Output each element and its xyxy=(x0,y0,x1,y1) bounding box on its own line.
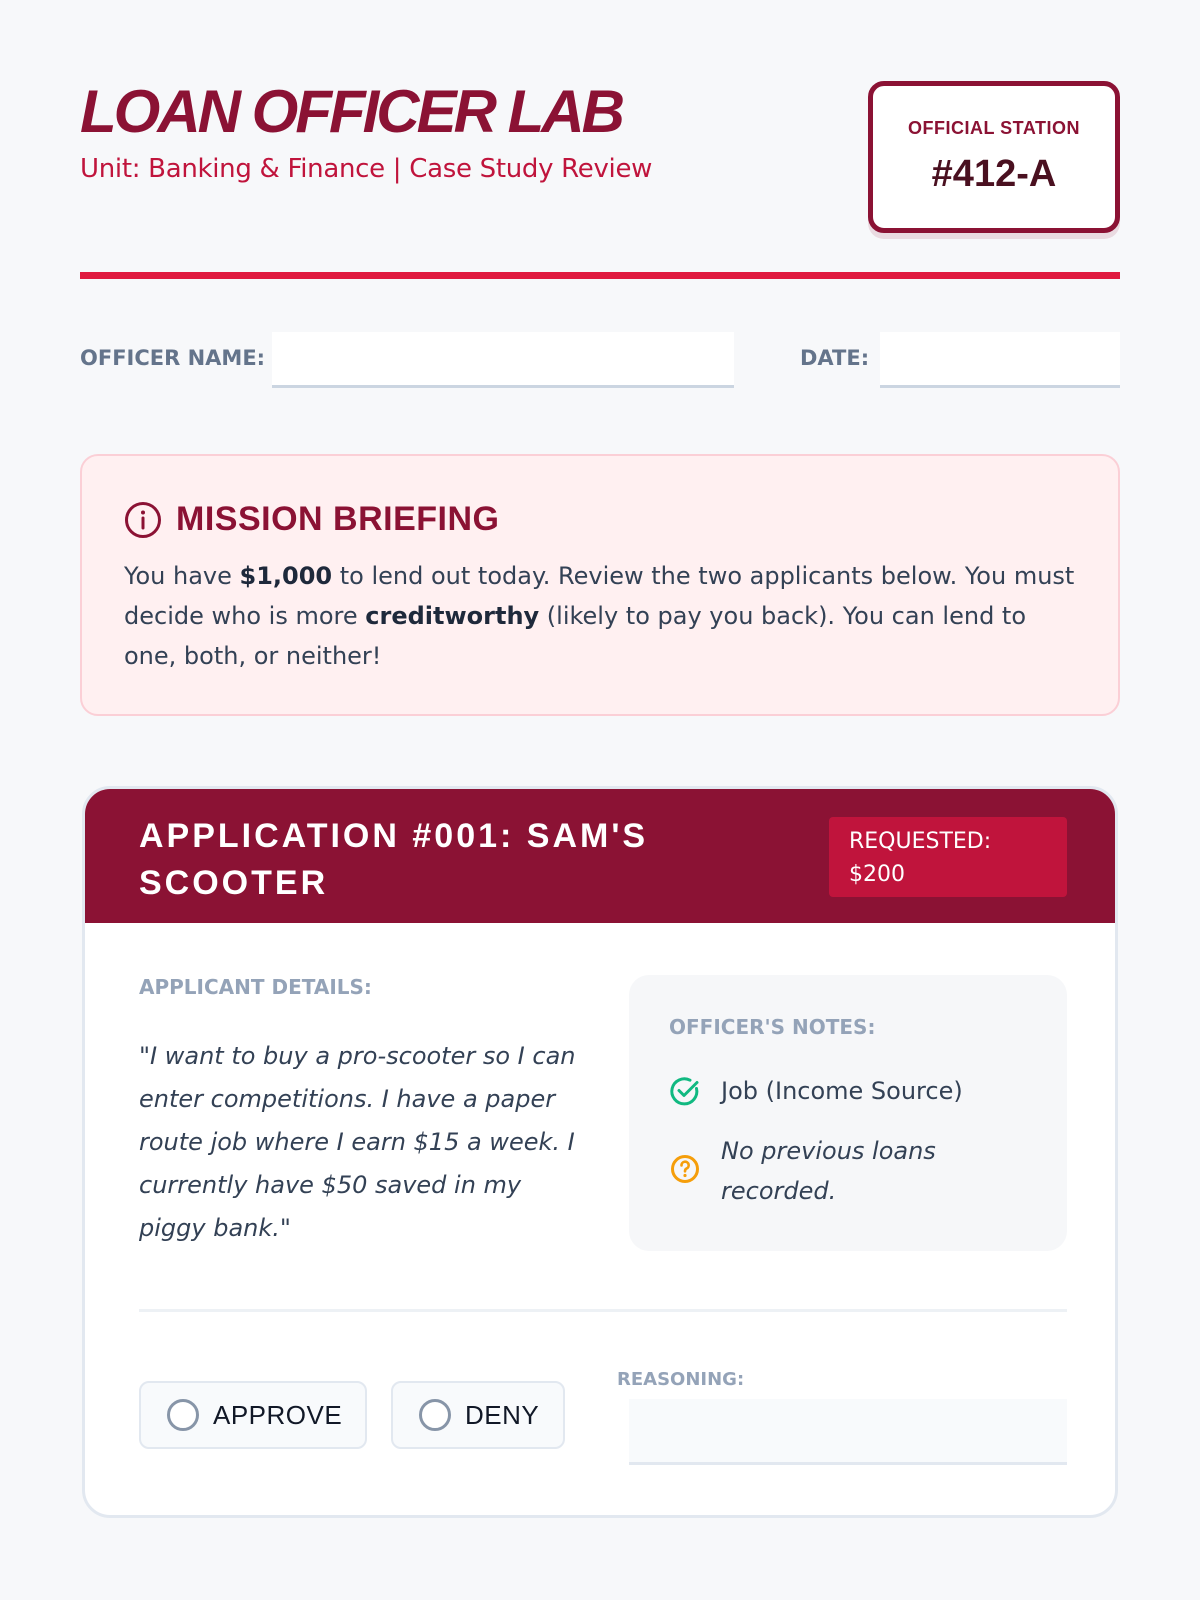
applicant-quote: "I want to buy a pro-scooter so I can enter competitions. I have a paper route job where I earn $15 a week. I currently have $50 saved in my piggy bank." xyxy=(139,1042,576,1242)
requested-amount: $200 xyxy=(849,862,905,887)
officer-notes xyxy=(629,975,1067,1251)
briefing-header xyxy=(124,500,499,539)
page-subtitle: Unit: Banking & Finance | Case Study Review xyxy=(80,154,653,184)
officer-name-label: OFFICER NAME: xyxy=(80,346,266,370)
note-item xyxy=(669,1131,981,1211)
check-circle-icon xyxy=(669,1075,701,1107)
application-card xyxy=(82,786,1118,1518)
briefing-title: MISSION BRIEFING xyxy=(176,500,500,538)
station-label: OFFICIAL STATION xyxy=(908,118,1080,138)
card-divider xyxy=(139,1309,1067,1312)
briefing-text-part: You have xyxy=(124,562,240,590)
header-divider xyxy=(80,272,1120,279)
note-text: Job (Income Source) xyxy=(721,1077,963,1105)
briefing-text xyxy=(124,556,1084,676)
briefing-keyword: creditworthy xyxy=(365,602,540,630)
station-badge xyxy=(868,81,1120,233)
date-label: DATE: xyxy=(800,346,870,370)
page-title: LOAN OFFICER LAB xyxy=(80,78,622,145)
requested-badge xyxy=(829,817,1067,897)
deny-option[interactable] xyxy=(391,1381,565,1449)
mission-briefing xyxy=(80,454,1120,716)
application-title: APPLICATION #001: SAM'S SCOOTER xyxy=(139,817,649,902)
requested-label: REQUESTED: xyxy=(849,829,992,854)
briefing-text-part: to lend out today. Review the two applicants below. You must decide who is more xyxy=(124,562,1075,630)
briefing-text-part: (likely to pay you back). You can lend to one, both, or neither! xyxy=(124,602,1027,670)
officer-name-input[interactable] xyxy=(272,332,734,388)
approve-radio[interactable] xyxy=(167,1399,199,1431)
briefing-amount: $1,000 xyxy=(239,562,333,590)
station-id: #412-A xyxy=(931,153,1057,195)
applicant-details-label: APPLICANT DETAILS: xyxy=(139,975,372,999)
deny-label: DENY xyxy=(465,1399,540,1430)
deny-radio[interactable] xyxy=(419,1399,451,1431)
officer-notes-label: OFFICER'S NOTES: xyxy=(669,1015,876,1039)
approve-label: APPROVE xyxy=(213,1399,343,1430)
note-text: No previous loans recorded. xyxy=(721,1137,936,1205)
info-icon xyxy=(124,501,162,539)
reasoning-label: REASONING: xyxy=(617,1369,745,1390)
application-header xyxy=(85,789,1115,923)
reasoning-input[interactable] xyxy=(629,1399,1067,1465)
note-item xyxy=(669,1071,963,1111)
approve-option[interactable] xyxy=(139,1381,367,1449)
question-circle-icon xyxy=(669,1153,701,1185)
date-input[interactable] xyxy=(880,332,1120,388)
